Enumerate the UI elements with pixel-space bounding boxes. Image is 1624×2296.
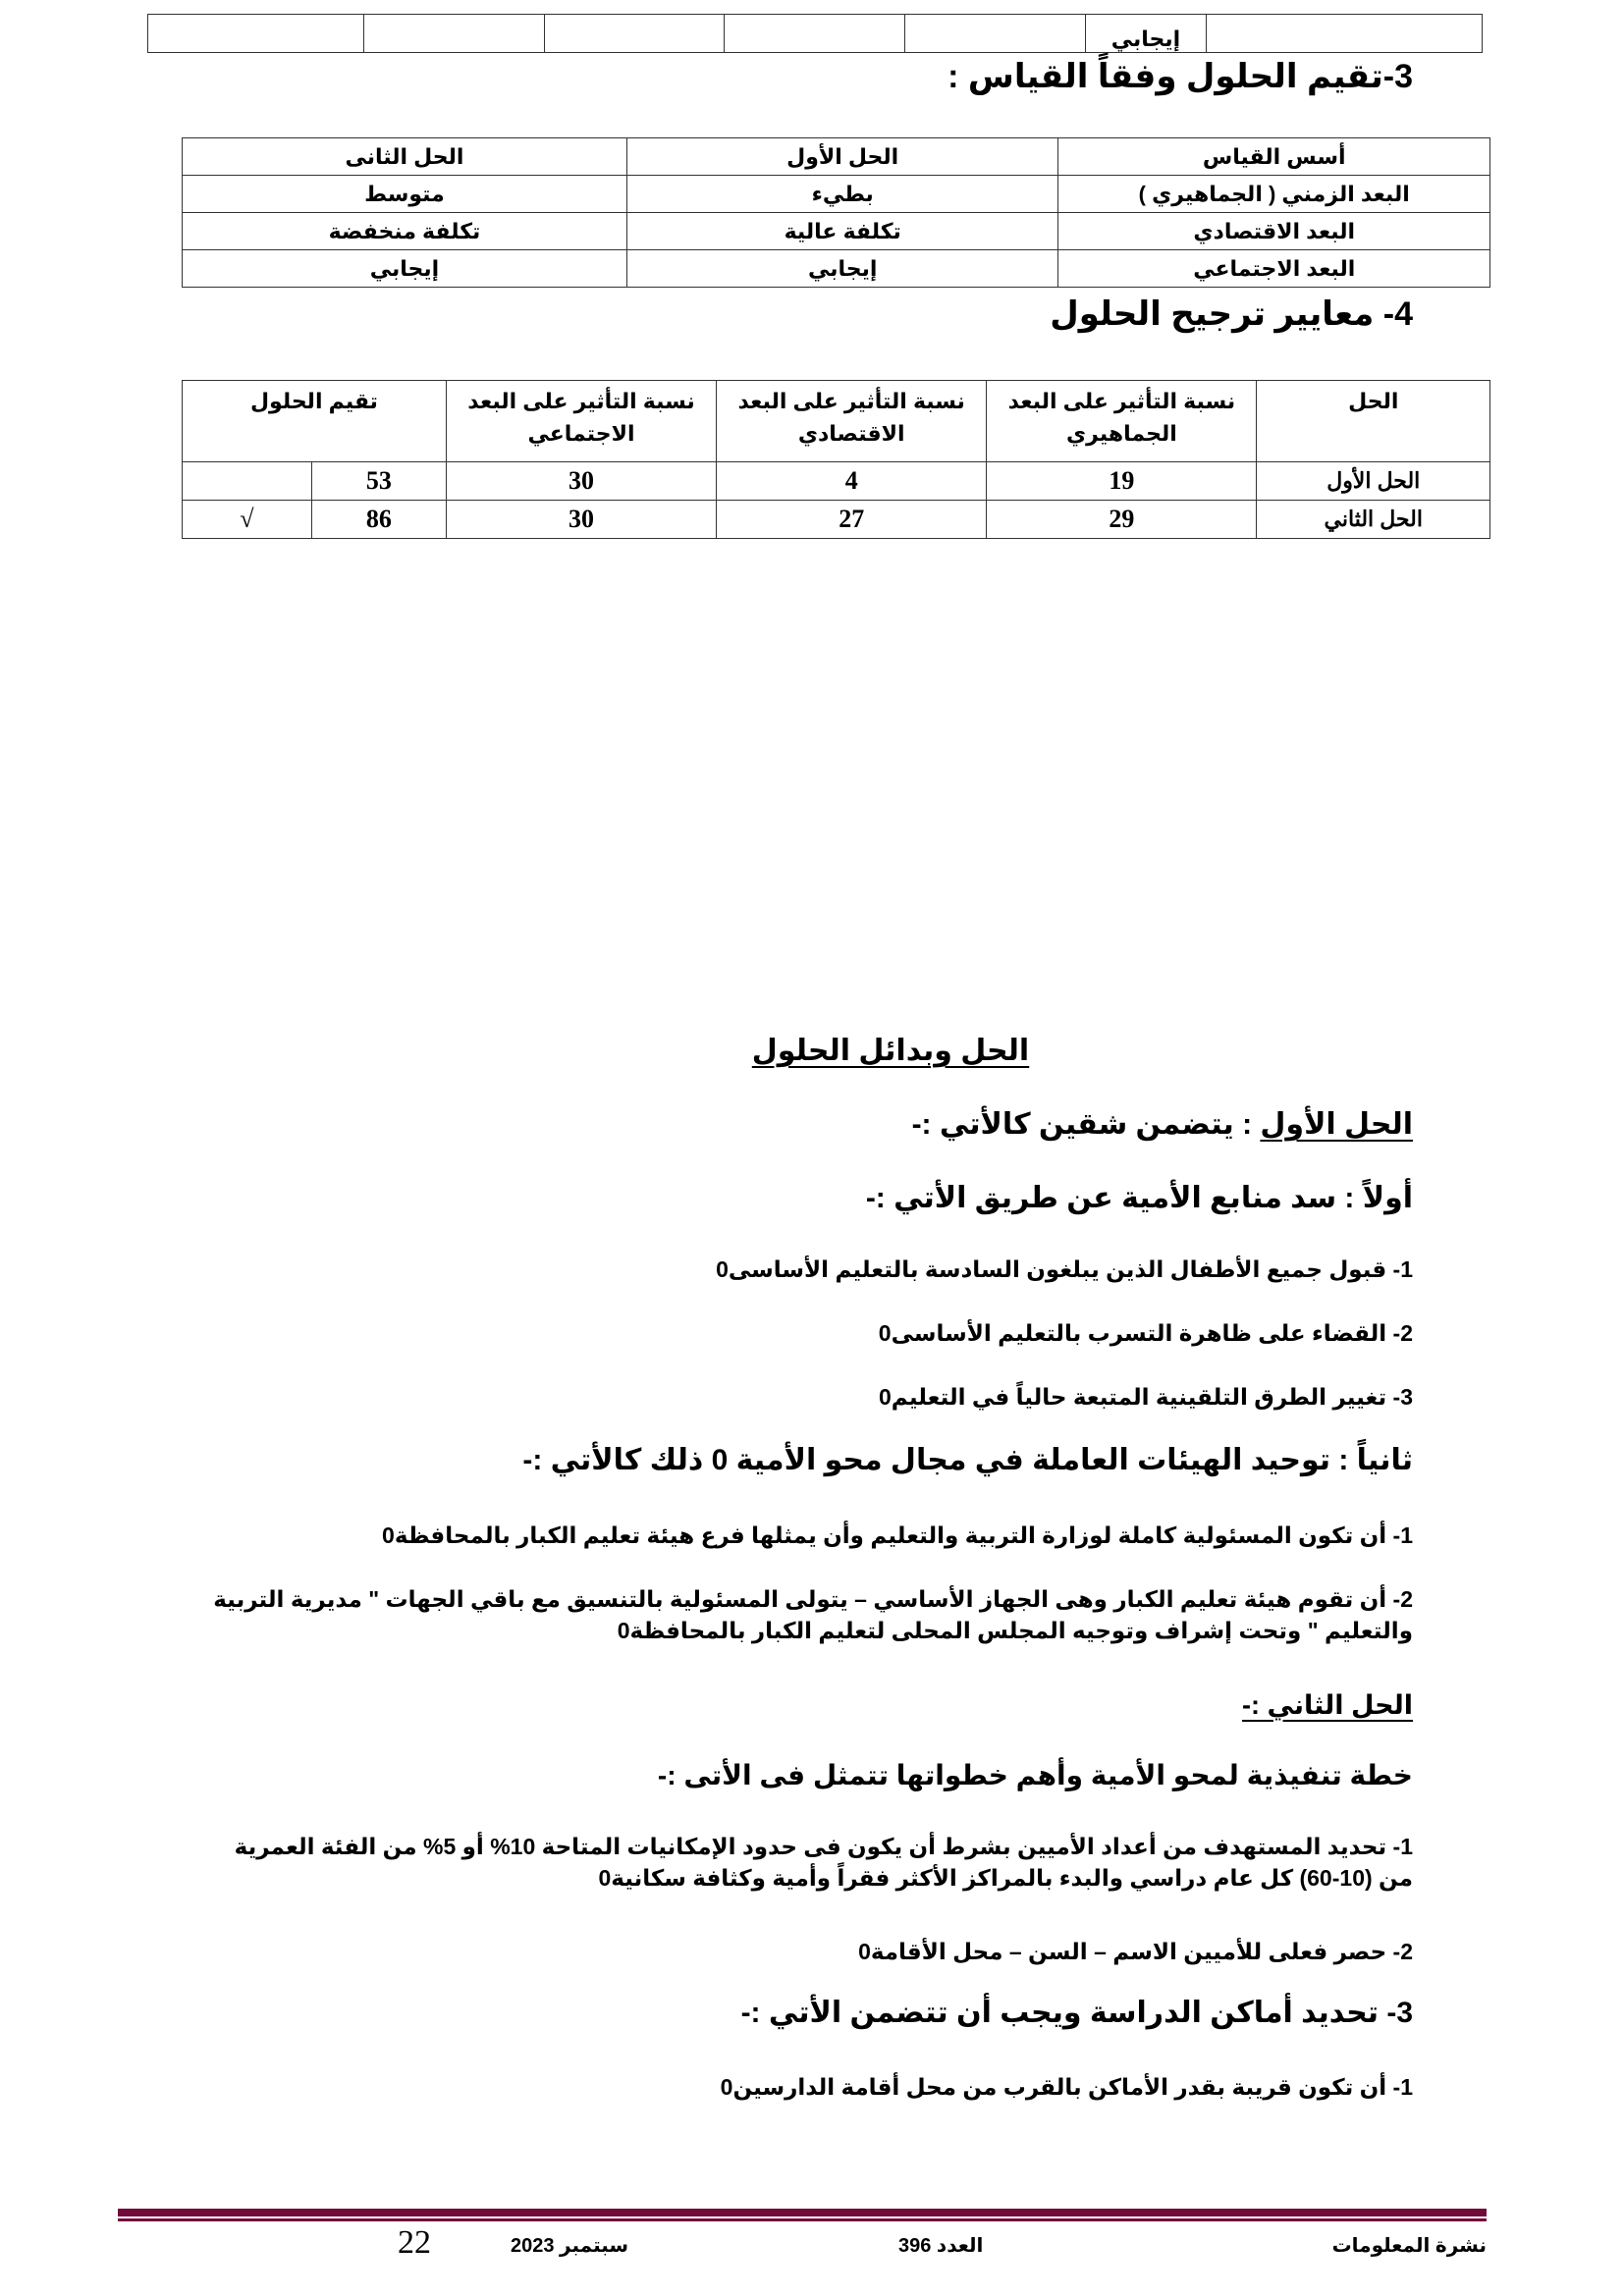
part-one-heading: أولاً : سد منابع الأمية عن طريق الأتي :- (865, 1182, 1413, 1214)
table-cell (1206, 15, 1482, 53)
table-cell: بطيء (626, 176, 1058, 213)
table-cell (148, 15, 364, 53)
column-header: الحل (1257, 381, 1490, 462)
part-two-heading: ثانياً : توحيد الهيئات العاملة في مجال محو الأمية 0 ذلك كالأتي :- (522, 1444, 1413, 1476)
solutions-title: الحل وبدائل الحلول (751, 1035, 1030, 1067)
table-header-row (183, 138, 1490, 176)
social-impact-value: 30 (446, 462, 716, 501)
total-score: 86 (311, 501, 446, 539)
table-row (183, 501, 1490, 539)
total-score: 53 (311, 462, 446, 501)
economic-impact-value: 4 (717, 462, 987, 501)
selected-mark (183, 462, 312, 501)
list-item: 1- أن تكون قريبة بقدر الأماكن بالقرب من محل أقامة الدارسين0 (720, 2074, 1413, 2100)
mass-impact-value: 19 (987, 462, 1257, 501)
list-item: 1- تحديد المستهدف من أعداد الأميين بشرط أن يكون فى حدود الإمكانيات المتاحة 10% أو 5% من الفئة العمرية من (10-60) كل عام دراسي والبدء بالمراكز الأكثر فقراً وأمية وكثافة سكانية0 (234, 1834, 1413, 1891)
table-row (183, 462, 1490, 501)
plan-heading: خطة تنفيذية لمحو الأمية وأهم خطواتها تتمثل فى الأتى :- (657, 1760, 1413, 1790)
list-item: 2- القضاء على ظاهرة التسرب بالتعليم الأساسى0 (878, 1320, 1413, 1346)
section-4-heading: 4- معايير ترجيح الحلول (1050, 295, 1413, 333)
list-item: 2- أن تقوم هيئة تعليم الكبار وهى الجهاز الأساسي – يتولى المسئولية بالتنسيق مع باقي الجهات " مديرية التربية والتعليم " وتحت إشراف وتوجيه المجلس المحلى لتعليم الكبار بالمحافظة0 (213, 1586, 1413, 1643)
publication-name: نشرة المعلومات (1331, 2235, 1487, 2257)
section-3-heading: 3-تقيم الحلول وفقاً القياس : (947, 58, 1413, 95)
issue-number: العدد 396 (898, 2235, 984, 2257)
table-row (183, 176, 1490, 213)
table-cell: إيجابي (183, 250, 627, 288)
measurement-evaluation-table (182, 137, 1490, 288)
column-header: نسبة التأثير على البعد الجماهيري (987, 381, 1257, 462)
list-item: 3- تغيير الطرق التلقينية المتبعة حالياً في التعليم0 (878, 1384, 1413, 1410)
social-impact-value: 30 (446, 501, 716, 539)
table-cell: تكلفة عالية (626, 213, 1058, 250)
table-cell (725, 15, 905, 53)
step-three-heading: 3- تحديد أماكن الدراسة ويجب أن تتضمن الأتي :- (740, 1997, 1413, 2029)
first-solution-label: الحل الأول (1260, 1108, 1413, 1141)
column-header: تقيم الحلول (183, 381, 447, 462)
issue-date: سبتمبر 2023 (511, 2235, 629, 2257)
first-solution-intro: : يتضمن شقين كالأتي :- (911, 1108, 1261, 1141)
column-header: الحل الأول (626, 138, 1058, 176)
table-cell: إيجابي (1086, 15, 1207, 53)
column-header: نسبة التأثير على البعد الاقتصادي (717, 381, 987, 462)
list-item: 1- أن تكون المسئولية كاملة لوزارة التربية والتعليم وأن يمثلها فرع هيئة تعليم الكبار بالمحافظة0 (382, 1522, 1413, 1548)
table-cell (905, 15, 1086, 53)
table-row (183, 213, 1490, 250)
footer-rule-thick (118, 2209, 1487, 2216)
table-cell: تكلفة منخفضة (183, 213, 627, 250)
table-cell: البعد الزمني ( الجماهيري ) (1058, 176, 1490, 213)
table-cell: البعد الاقتصادي (1058, 213, 1490, 250)
table-header-row (183, 381, 1490, 462)
economic-impact-value: 27 (717, 501, 987, 539)
footer-rule-thin (118, 2218, 1487, 2221)
first-solution-heading (912, 1107, 1413, 1142)
table-cell: إيجابي (626, 250, 1058, 288)
table-cell: البعد الاجتماعي (1058, 250, 1490, 288)
table-row (183, 250, 1490, 288)
table-cell (544, 15, 725, 53)
solution-weighting-table (182, 380, 1490, 539)
table-cell: متوسط (183, 176, 627, 213)
solution-name: الحل الأول (1257, 462, 1490, 501)
table-cell (363, 15, 544, 53)
second-solution-heading: الحل الثاني :- (1242, 1690, 1413, 1720)
list-item: 2- حصر فعلى للأميين الاسم – السن – محل الأقامة0 (858, 1939, 1413, 1964)
column-header: نسبة التأثير على البعد الاجتماعي (446, 381, 716, 462)
checkmark-icon: √ (183, 501, 312, 539)
page-number: 22 (398, 2224, 431, 2261)
solution-name: الحل الثاني (1257, 501, 1490, 539)
column-header: أسس القياس (1058, 138, 1490, 176)
mass-impact-value: 29 (987, 501, 1257, 539)
previous-table-tail (147, 14, 1483, 53)
column-header: الحل الثانى (183, 138, 627, 176)
list-item: 1- قبول جميع الأطفال الذين يبلغون السادسة بالتعليم الأساسى0 (716, 1256, 1413, 1282)
